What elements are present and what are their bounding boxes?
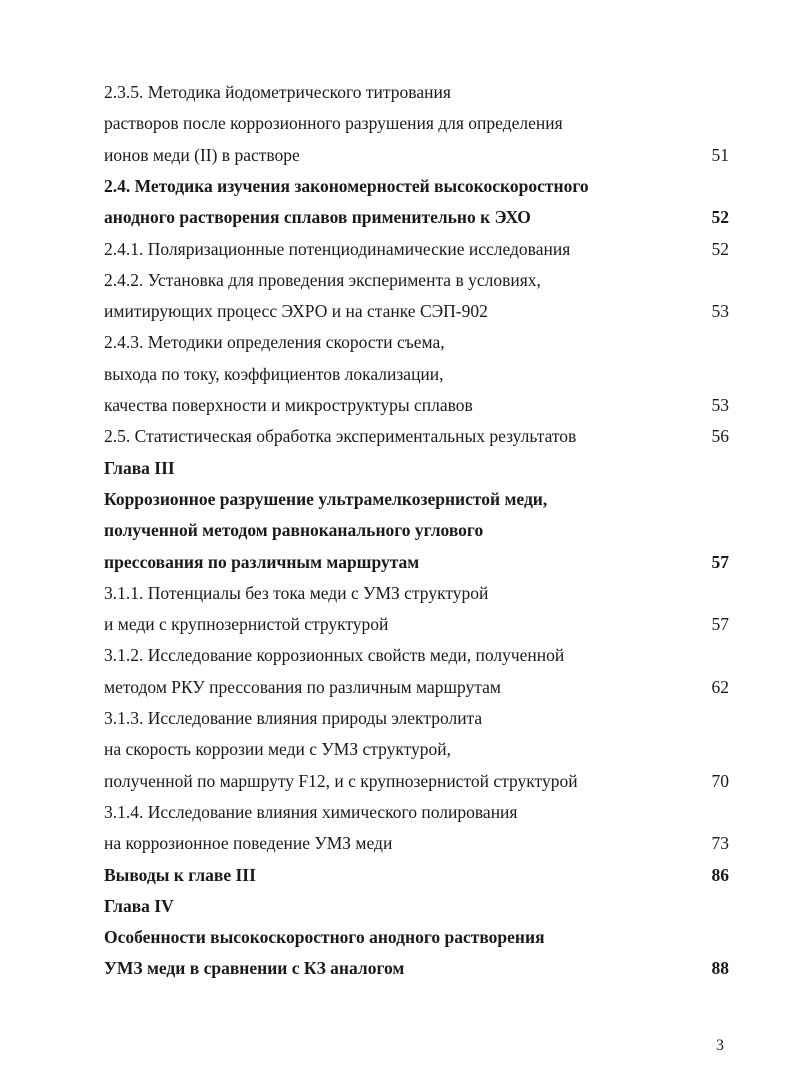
toc-entry-title: выхода по току, коэффициентов локализации, [104,363,444,384]
toc-entry [104,390,729,420]
toc-entry-page: 88 [711,958,729,979]
toc-entry [104,421,729,451]
toc-entry-title: полученной методом равноканального углового [104,520,484,541]
toc-entry [104,484,729,514]
toc-entry-title: ионов меди (II) в растворе [104,144,300,165]
toc-entry-page: 57 [711,614,729,635]
toc-entry-page: 86 [711,864,729,885]
toc-entry [104,953,729,983]
toc-entry-title: полученной по маршруту F12, и с крупнозернистой структурой [104,770,578,791]
toc-entry-title: методом РКУ прессования по различным маршрутам [104,676,501,697]
toc-entry [104,296,729,326]
toc-entry [104,672,729,702]
toc-entry [104,202,729,232]
toc-entry-title: 2.3.5. Методика йодометрического титрования [104,82,451,102]
toc-entry [104,453,729,483]
toc-entry [104,265,729,295]
toc-entry-title: УМЗ меди в сравнении с КЗ аналогом [104,958,405,979]
toc-entry-title: анодного растворения сплавов применительно к ЭХО [104,207,531,228]
toc-entry-title: 3.1.2. Исследование коррозионных свойств меди, полученной [104,645,565,666]
toc-entry-page: 51 [711,144,729,165]
toc-entry-page: 53 [711,395,729,415]
toc-entry [104,359,729,389]
toc-entry-title: Особенности высокоскоростного анодного растворения [104,927,545,948]
toc-entry [104,234,729,264]
toc-entry [104,108,729,138]
toc-entry-title: Выводы к главе III [104,864,256,885]
toc-entry-title: имитирующих процесс ЭХРО и на станке СЭП-902 [104,301,488,322]
toc-entry-page: 57 [711,551,729,572]
toc-entry [104,171,729,201]
toc-entry [104,547,729,577]
toc-entry-page: 73 [711,833,729,854]
toc-entry [104,703,729,733]
toc-entry [104,609,729,639]
toc-entry [104,860,729,890]
toc-entry-page: 62 [711,676,729,697]
toc-entry-title: на скорость коррозии меди с УМЗ структурой, [104,739,452,760]
toc-entry-title: прессования по различным маршрутам [104,551,420,572]
toc-entry [104,734,729,764]
toc-entry-title: качества поверхности и микроструктуры сплавов [104,395,473,415]
toc-entry [104,578,729,608]
toc-entry-title: 2.5. Статистическая обработка экспериментальных результатов [104,426,577,447]
toc-entry-title: 2.4. Методика изучения закономерностей высокоскоростного [104,175,589,196]
page-number: 3 [716,1037,724,1054]
toc-entry [104,828,729,858]
toc-entry-title: 3.1.3. Исследование влияния природы электролита [104,708,483,728]
toc-entry-page: 56 [711,426,729,447]
toc-entry-title: растворов после коррозионного разрушения для определения [104,113,563,134]
toc-entry-title: на коррозионное поведение УМЗ меди [104,833,393,854]
toc-entry-page: 70 [711,770,729,791]
toc-entry-page: 52 [711,207,729,228]
toc-entry [104,766,729,796]
toc-entry [104,140,729,170]
toc-entry [104,327,729,357]
toc-entry [104,922,729,952]
toc-entry-page: 53 [711,301,729,322]
toc-entry-title: 3.1.4. Исследование влияния химического полирования [104,801,518,822]
toc-entry [104,797,729,827]
toc-entry-page: 52 [711,238,729,259]
toc-entry-title: 2.4.3. Методики определения скорости съема, [104,332,445,353]
toc-entry-title: 3.1.1. Потенциалы без тока меди с УМЗ структурой [104,582,489,603]
toc-entry-title: 2.4.1. Поляризационные потенциодинамические исследования [104,238,571,259]
toc-entry [104,515,729,545]
toc-entry [104,891,729,921]
toc-entry [104,640,729,670]
toc-entry-title: Коррозионное разрушение ультрамелкозернистой меди, [104,488,548,509]
toc-entry-title: 2.4.2. Установка для проведения эксперимента в условиях, [104,269,541,290]
toc-entry-title: Глава III [104,457,175,478]
toc-entry [104,77,729,107]
toc-entry-title: Глава IV [104,895,174,916]
toc-entry-title: и меди с крупнозернистой структурой [104,614,389,635]
